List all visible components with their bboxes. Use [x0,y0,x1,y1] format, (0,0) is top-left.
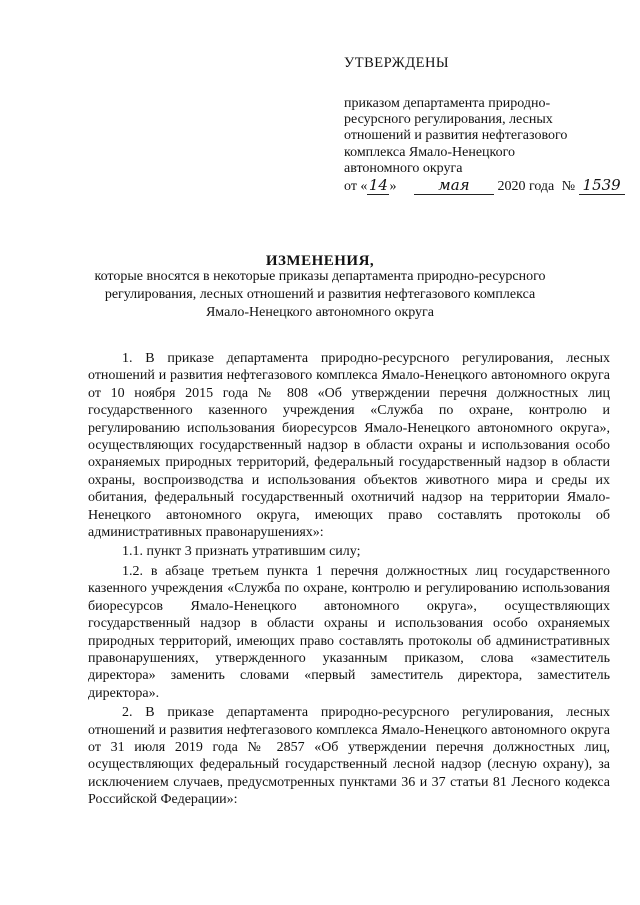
paragraph-1-1: 1.1. пункт 3 признать утратившим силу; [122,544,361,560]
handwritten-day: 14 [368,176,388,194]
year-text: 2020 года [497,179,555,194]
approval-line: отношений и развития нефтегазового [344,128,568,144]
approval-block [344,96,600,177]
handwritten-month: мая [414,176,494,195]
approval-date-line [344,176,625,195]
approval-title: УТВЕРЖДЕНЫ [344,55,450,71]
document-body [88,350,610,809]
number-sign: № [561,179,576,194]
document-heading: ИЗМЕНЕНИЯ, [265,253,375,269]
document-subheading: которые вносятся в некоторые приказы департамента природно-ресурсного регулирования, лесных отношений и развития нефтегазового комплекса Ямало-Ненецкого автономного округа [94,269,546,320]
paragraph-2: 2. В приказе департамента природно-ресурсного регулирования, лесных отношений и развития нефтегазового комплекса Ямало-Ненецкого автономного округа от 31 июля 2019 года № 2857 «Об утверждении перечня должностных лиц, осуществляющих федеральный государственный лесной надзор (лесную охрану), за исключением случаев, предусмотренных пунктами 36 и 37 статьи 81 Лесного кодекса Российской Федерации»: [88,705,610,808]
approval-line: комплекса Ямало-Ненецкого [344,144,516,160]
approval-line: автономного округа [344,160,463,176]
approval-line: ресурсного регулирования, лесных [344,112,553,128]
date-close: » [389,179,397,194]
paragraph-1: 1. В приказе департамента природно-ресурсного регулирования, лесных отношений и развития нефтегазового комплекса Ямало-Ненецкого автономного округа от 10 ноября 2015 года № 808 «Об утверждении перечня должностных лиц государственного казенного учреждения «Служба по охране, контролю и регулированию использования биоресурсов Ямало-Ненецкого автономного округа», осуществляющих государственный надзор в области охраны и использования особо охраняемых природных территорий, федеральный государственный надзор в области охраны, воспроизводства и использования объектов животного мира и среды их обитания, федеральный государственный охотничий надзор на территории Ямало-Ненецкого автономного округа, имеющих право составлять протоколы об административных правонарушениях»: [88,351,610,541]
date-prefix: от « [344,179,368,194]
approval-line: приказом департамента природно- [344,96,551,111]
paragraph-1-2: 1.2. в абзаце третьем пункта 1 перечня должностных лиц государственного казенного учреждения «Служба по охране, контролю и регулированию использования биоресурсов Ямало-Ненецкого автономного округа», осуществляющих государственный надзор в области охраны и использования особо охраняемых природных территорий, имеющих право составлять протоколы об административных правонарушениях, утвержденного указанным приказом, слова «заместитель директора» заменить словами «первый заместитель директора, заместитель директора». [88,563,610,701]
handwritten-number: 1539 [579,176,625,195]
